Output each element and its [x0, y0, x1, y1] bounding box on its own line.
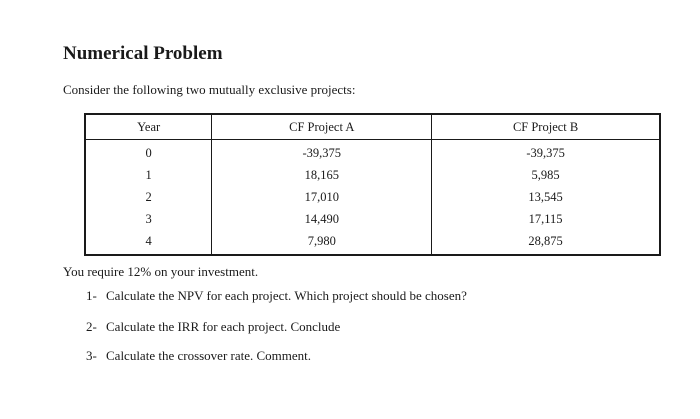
year-cell: 2 — [85, 186, 212, 208]
question-number: 1- — [86, 288, 97, 303]
cf-b-cell: -39,375 — [526, 145, 565, 160]
cf-b-cell: 5,985 — [531, 167, 560, 182]
year-cell: 1 — [85, 164, 212, 186]
question-number: 3- — [86, 348, 97, 363]
header-cf-project-a: CF Project A — [212, 114, 432, 140]
year-cell: 3 — [85, 208, 212, 230]
cf-a-cell: -39,375 — [212, 140, 432, 165]
question-item — [86, 288, 467, 304]
cf-b-cell: 13,545 — [528, 189, 563, 204]
year-cell: 4 — [85, 230, 212, 255]
table-row — [85, 164, 660, 186]
header-year: Year — [85, 114, 212, 140]
cf-a-cell: 7,980 — [212, 230, 432, 255]
table-row — [85, 208, 660, 230]
cf-a-cell: 14,490 — [212, 208, 432, 230]
question-text: Calculate the crossover rate. Comment. — [106, 348, 312, 363]
table-row — [85, 230, 660, 255]
cash-flow-table — [84, 113, 661, 256]
page-title: Numerical Problem — [63, 43, 223, 64]
cf-a-cell: 18,165 — [212, 164, 432, 186]
question-text: Calculate the NPV for each project. Which project should be chosen? — [106, 288, 467, 303]
intro-text: Consider the following two mutually exclusive projects: — [63, 82, 356, 97]
cf-b-cell: 17,115 — [528, 211, 563, 226]
table-header-row — [85, 114, 660, 140]
question-number: 2- — [86, 319, 97, 334]
question-text: Calculate the IRR for each project. Conclude — [106, 319, 341, 334]
cf-a-cell: 17,010 — [212, 186, 432, 208]
question-item — [86, 319, 340, 335]
table-row — [85, 186, 660, 208]
cf-b-cell: 28,875 — [528, 233, 563, 248]
year-cell: 0 — [85, 140, 212, 165]
header-cf-project-b: CF Project B — [432, 114, 660, 140]
required-return-text: You require 12% on your investment. — [63, 264, 259, 279]
question-item — [86, 348, 311, 364]
table-row — [85, 140, 660, 165]
